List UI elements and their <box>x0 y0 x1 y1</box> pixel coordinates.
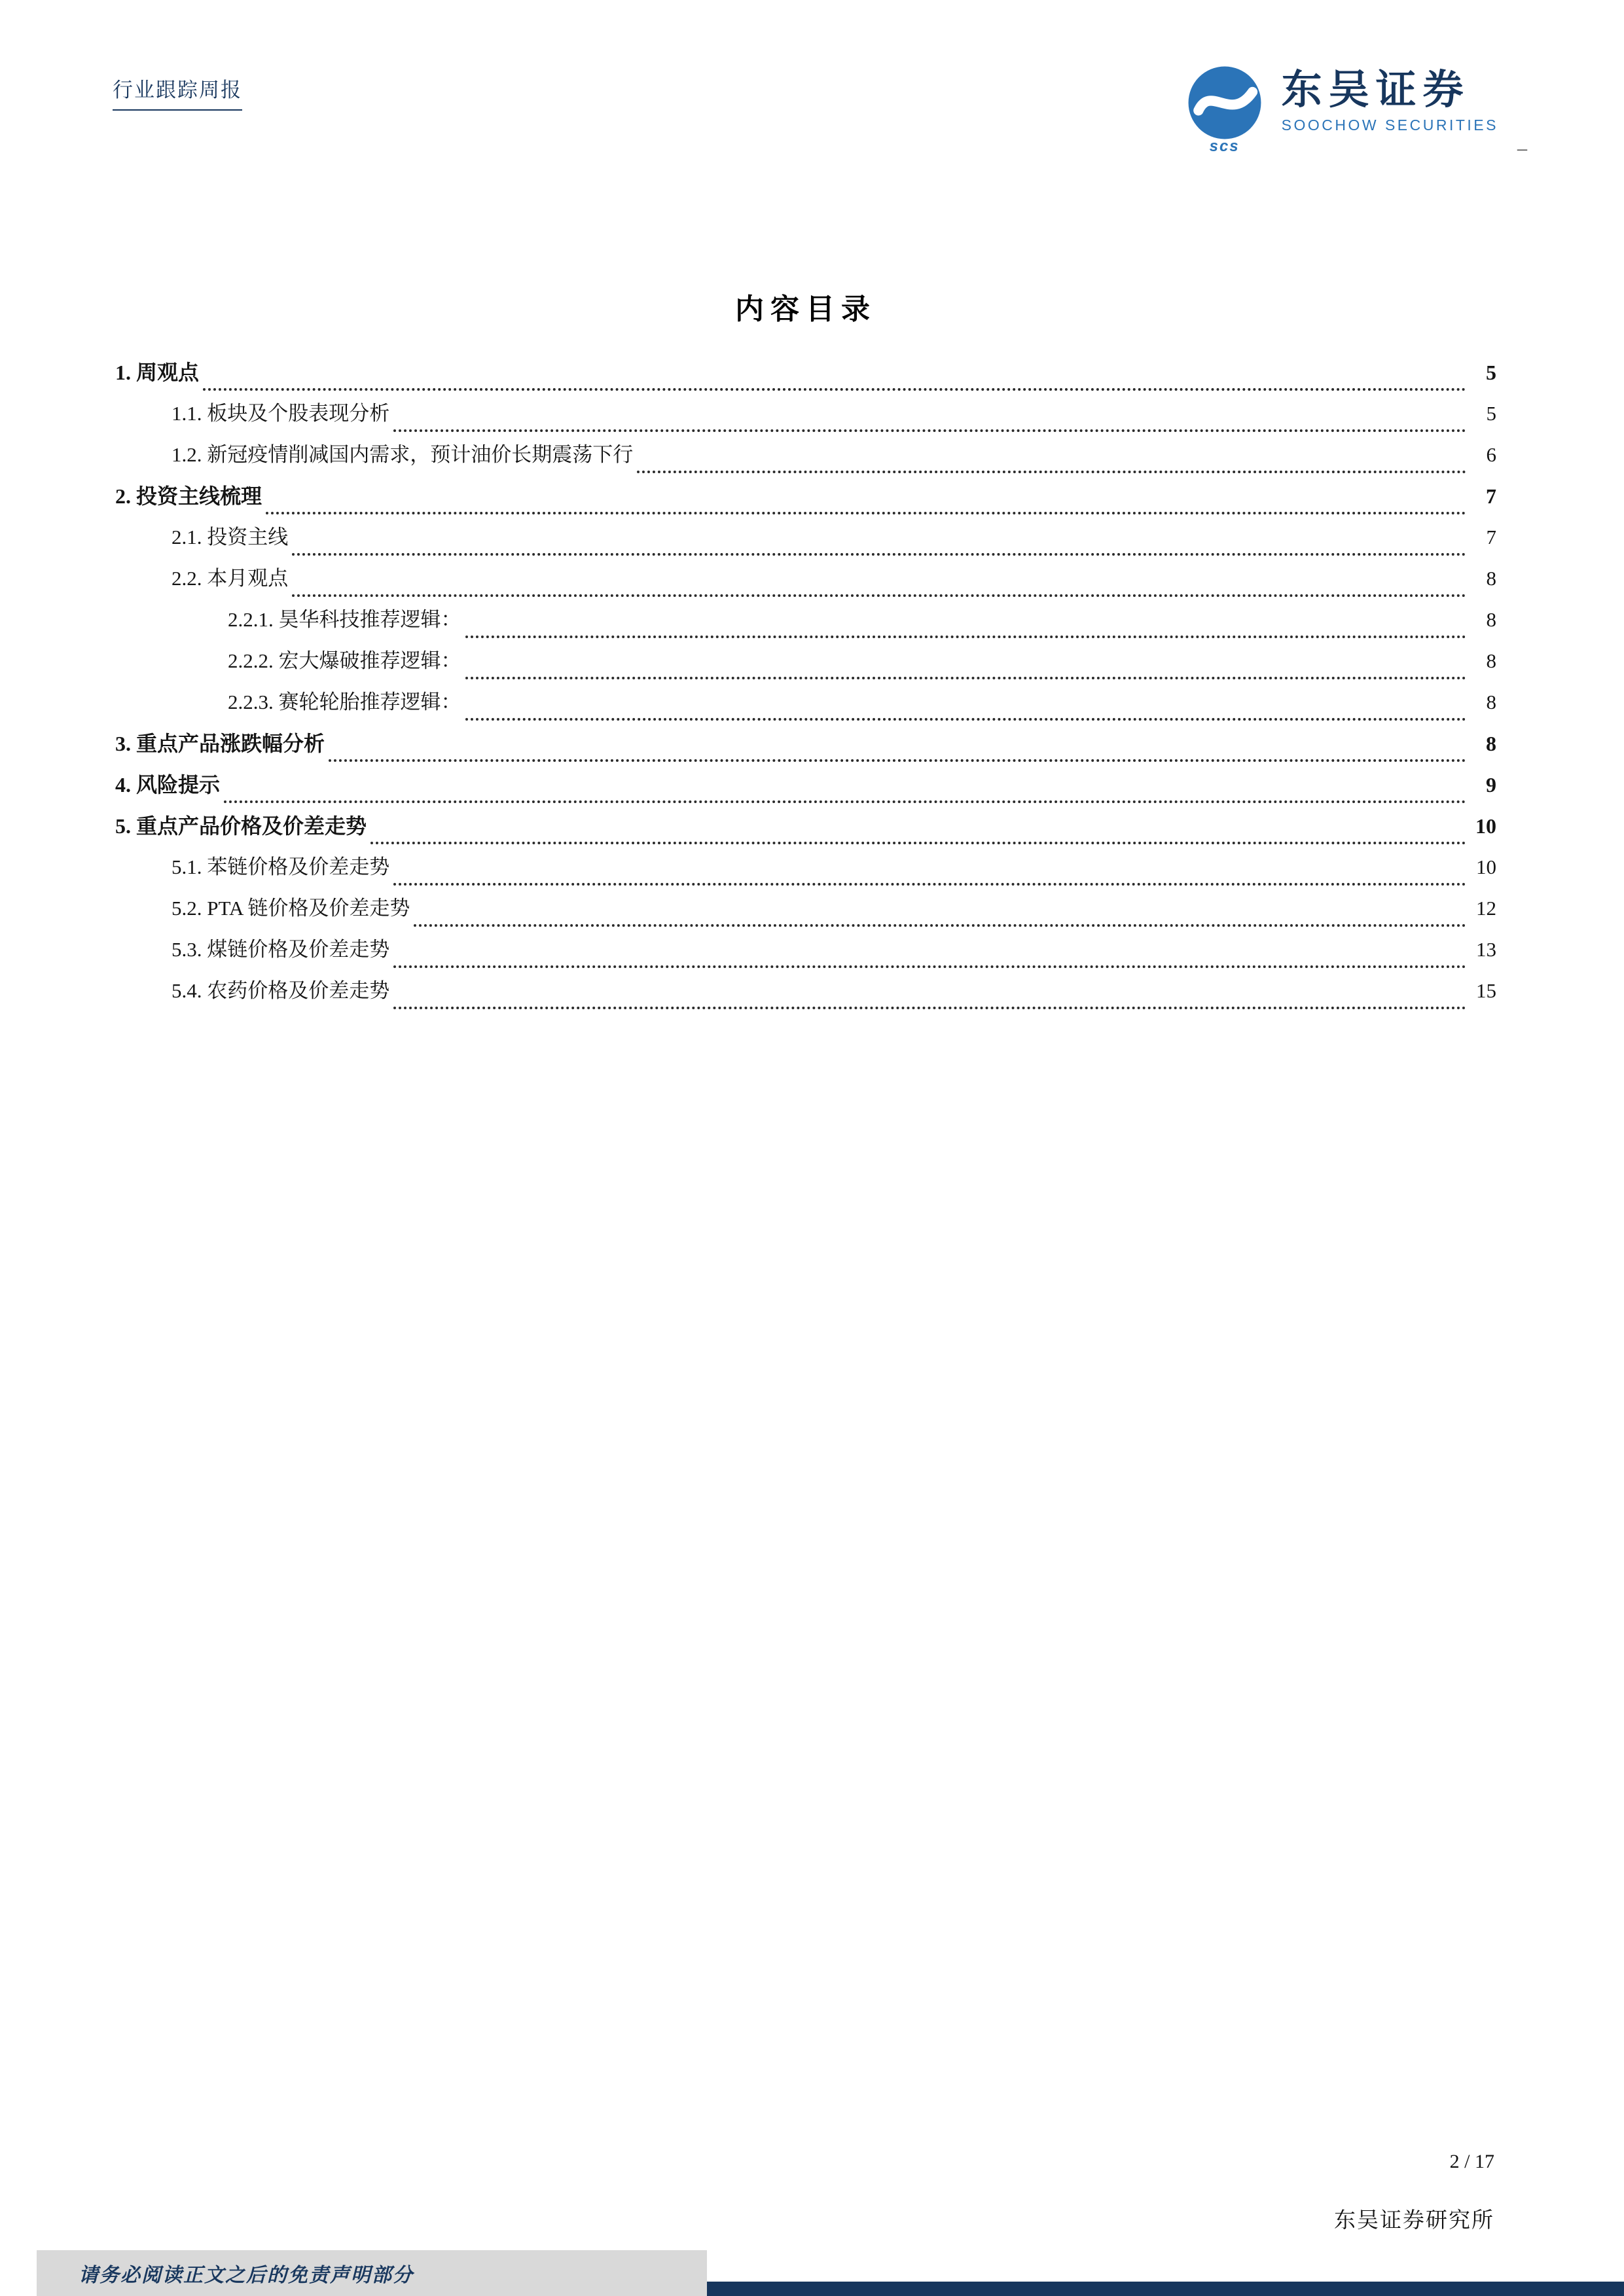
toc-entry-page: 13 <box>1476 938 1496 961</box>
toc-entry[interactable] <box>115 391 1496 432</box>
toc-dotted-leader <box>465 605 1467 638</box>
toc-entry-label[interactable]: 2.2.3. 赛轮轮胎推荐逻辑： <box>228 691 461 713</box>
toc-entry[interactable] <box>115 556 1496 597</box>
toc-entry-label[interactable]: 1. 周观点 <box>115 361 200 384</box>
toc-entry-page: 8 <box>1486 567 1496 590</box>
toc-entry-page: 8 <box>1486 732 1496 755</box>
toc-entry-label[interactable]: 3. 重点产品涨跌幅分析 <box>115 732 325 755</box>
toc-entry-label[interactable]: 4. 风险提示 <box>115 773 221 797</box>
toc-entry-page: 5 <box>1486 361 1496 384</box>
toc-entry-page: 8 <box>1486 608 1496 631</box>
toc-entry-label[interactable]: 1.2. 新冠疫情削减国内需求，预计油价长期震荡下行 <box>171 443 634 466</box>
toc-dotted-leader <box>393 853 1466 886</box>
toc-entry[interactable] <box>115 597 1496 638</box>
toc-entry-label[interactable]: 5. 重点产品价格及价差走势 <box>115 814 367 838</box>
toc-entry-page: 8 <box>1486 691 1496 713</box>
toc-dotted-leader <box>465 647 1467 679</box>
research-institute-label: 东吴证券研究所 <box>1334 2209 1494 2233</box>
toc-entry-label[interactable]: 2.2.1. 昊华科技推荐逻辑： <box>228 608 461 631</box>
toc-dotted-leader <box>266 482 1466 514</box>
toc-dotted-leader <box>393 399 1466 432</box>
toc-dotted-leader <box>203 358 1466 391</box>
toc-entry[interactable] <box>115 679 1496 721</box>
toc-entry[interactable] <box>115 514 1496 556</box>
disclaimer-bar <box>37 2250 707 2296</box>
toc-dotted-leader <box>370 812 1466 844</box>
toc-entry-label[interactable]: 2. 投资主线梳理 <box>115 484 262 508</box>
toc-dotted-leader <box>292 523 1466 556</box>
brand-block <box>1180 64 1527 156</box>
toc-entry-page: 15 <box>1476 979 1496 1002</box>
toc-dotted-leader <box>465 688 1467 721</box>
toc-entry[interactable] <box>115 432 1496 473</box>
toc-entry[interactable] <box>115 350 1496 391</box>
toc-entry[interactable] <box>115 473 1496 514</box>
toc-entry-label[interactable]: 2.2. 本月观点 <box>171 567 289 590</box>
toc-dotted-leader <box>414 894 1466 927</box>
brand-text <box>1282 64 1498 134</box>
toc-entry[interactable] <box>115 803 1496 844</box>
brand-name-cn: 东吴证券 <box>1281 68 1470 113</box>
toc-dotted-leader <box>393 935 1466 968</box>
report-type-label: 行业跟踪周报 <box>113 73 242 111</box>
toc-entry-label[interactable]: 5.2. PTA 链价格及价差走势 <box>171 897 410 920</box>
toc-entry-page: 5 <box>1486 402 1496 425</box>
toc-entry-label[interactable]: 1.1. 板块及个股表现分析 <box>171 402 390 425</box>
toc-entry-page: 7 <box>1486 484 1496 508</box>
toc-entry[interactable] <box>115 638 1496 679</box>
toc-entry[interactable] <box>115 968 1496 1009</box>
toc-dotted-leader <box>329 729 1466 762</box>
brand-name-en: SOOCHOW SECURITIES <box>1281 117 1498 134</box>
page-header <box>113 68 1527 155</box>
footer-navy-strip <box>707 2282 1624 2296</box>
toc-entry-page: 7 <box>1486 526 1496 548</box>
toc-entry-label[interactable]: 5.1. 苯链价格及价差走势 <box>171 855 390 878</box>
soochow-logo-icon <box>1180 64 1270 156</box>
toc-entry-page: 6 <box>1486 443 1496 466</box>
brand-dash: _ <box>1517 131 1527 152</box>
toc-entry-page: 10 <box>1476 855 1496 878</box>
toc-entry[interactable] <box>115 762 1496 803</box>
toc-entry[interactable] <box>115 927 1496 968</box>
toc-entry-page: 10 <box>1475 814 1496 838</box>
toc-section <box>115 285 1496 1009</box>
toc-entry-label[interactable]: 2.2.2. 宏大爆破推荐逻辑： <box>228 649 461 672</box>
toc-entry[interactable] <box>115 721 1496 762</box>
toc-dotted-leader <box>637 440 1466 473</box>
toc-entry-label[interactable]: 5.4. 农药价格及价差走势 <box>171 979 390 1002</box>
toc-entry[interactable] <box>115 844 1496 886</box>
toc-entry-page: 12 <box>1476 897 1496 920</box>
toc-entry[interactable] <box>115 886 1496 927</box>
toc-entry-page: 9 <box>1486 773 1496 797</box>
toc-dotted-leader <box>224 770 1466 803</box>
toc-entry-page: 8 <box>1486 649 1496 672</box>
toc-entry-label[interactable]: 2.1. 投资主线 <box>171 526 289 548</box>
logo-scs-text: scs <box>1209 137 1240 155</box>
disclaimer-text: 请务必阅读正文之后的免责声明部分 <box>79 2265 414 2286</box>
toc-entry-label[interactable]: 5.3. 煤链价格及价差走势 <box>171 938 390 961</box>
page-number-indicator: 2 / 17 <box>1449 2151 1494 2172</box>
toc-dotted-leader <box>393 977 1466 1009</box>
toc-title: 内容目录 <box>735 293 876 325</box>
toc-dotted-leader <box>292 564 1466 597</box>
